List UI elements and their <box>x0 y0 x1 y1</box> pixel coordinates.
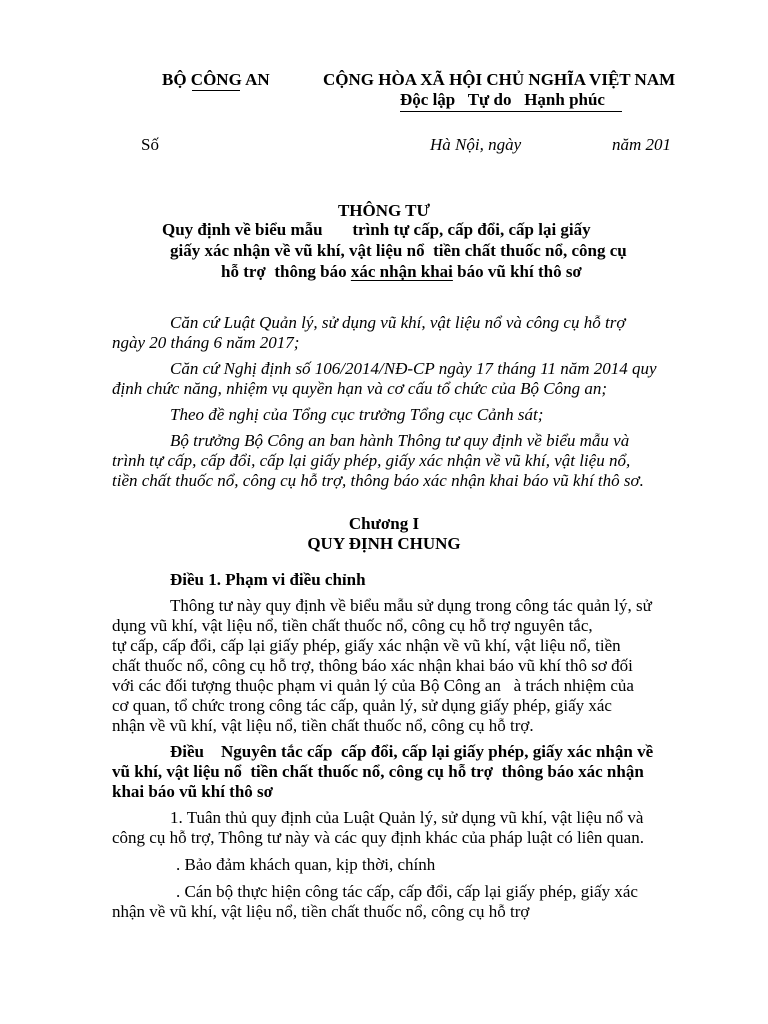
article-1-line: tự cấp, cấp đổi, cấp lại giấy phép, giấy xác nhận về vũ khí, vật liệu nổ, tiền <box>112 636 621 655</box>
article-2-item-3-line-1: . Cán bộ thực hiện công tác cấp, cấp đổi, cấp lại giấy phép, giấy xác <box>176 882 638 901</box>
article-2-heading-line-3: khai báo vũ khí thô sơ <box>112 782 274 801</box>
preamble-2-line-2: định chức năng, nhiệm vụ quyền hạn và cơ cấu tổ chức của Bộ Công an; <box>112 379 607 398</box>
preamble-4-line-3: tiền chất thuốc nổ, công cụ hỗ trợ, thông báo xác nhận khai báo vũ khí thô sơ. <box>112 471 644 490</box>
national-motto: Độc lập Tự do Hạnh phúc <box>400 90 605 109</box>
article-2-item-3-line-2: nhận về vũ khí, vật liệu nổ, tiền chất thuốc nổ, công cụ hỗ trợ <box>112 902 530 921</box>
article-1-line: chất thuốc nổ, công cụ hỗ trợ, thông báo xác nhận khai báo vũ khí thô sơ đối <box>112 656 633 675</box>
chapter-label: Chương I <box>348 514 420 533</box>
republic-name: CỘNG HÒA XÃ HỘI CHỦ NGHĨA VIỆT NAM <box>323 70 676 89</box>
place-date: Hà Nội, ngày <box>430 135 522 154</box>
ministry-name: BỘ CÔNG AN <box>162 70 270 89</box>
document-type: THÔNG TƯ <box>337 201 431 220</box>
title-line-3: hỗ trợ thông báo xác nhận khai báo vũ khí thô sơ <box>221 262 582 281</box>
preamble-2-line-1: Căn cứ Nghị định số 106/2014/NĐ-CP ngày 17 tháng 11 năm 2014 quy <box>170 359 657 378</box>
ministry-underline <box>192 90 240 91</box>
article-1-line: Thông tư này quy định về biểu mẫu sử dụng trong công tác quản lý, sử <box>170 596 652 615</box>
article-1-line: với các đối tượng thuộc phạm vi quản lý của Bộ Công an à trách nhiệm của <box>112 676 634 695</box>
motto-underline <box>400 111 622 112</box>
article-1-line: nhận về vũ khí, vật liệu nổ, tiền chất thuốc nổ, công cụ hỗ trợ. <box>112 716 534 735</box>
article-2-item-2: . Bảo đảm khách quan, kịp thời, chính <box>176 855 436 874</box>
preamble-1-line-1: Căn cứ Luật Quản lý, sử dụng vũ khí, vật liệu nổ và công cụ hỗ trợ <box>170 313 626 332</box>
article-2-item-1-line-2: công cụ hỗ trợ, Thông tư này và các quy định khác của pháp luật có liên quan. <box>112 828 644 847</box>
article-2-item-1-line-1: 1. Tuân thủ quy định của Luật Quản lý, sử dụng vũ khí, vật liệu nổ và <box>170 808 644 827</box>
article-2-heading-line-2: vũ khí, vật liệu nổ tiền chất thuốc nổ, công cụ hỗ trợ thông báo xác nhận <box>112 762 644 781</box>
issue-year: năm 201 <box>612 135 672 154</box>
chapter-title: QUY ĐỊNH CHUNG <box>307 534 461 553</box>
preamble-3: Theo đề nghị của Tổng cục trưởng Tổng cục Cảnh sát; <box>170 405 544 424</box>
article-1-line: dụng vũ khí, vật liệu nổ, tiền chất thuốc nổ, công cụ hỗ trợ nguyên tắc, <box>112 616 593 635</box>
preamble-4-line-1: Bộ trưởng Bộ Công an ban hành Thông tư quy định về biểu mẫu và <box>170 431 630 450</box>
title-line-1: Quy định về biểu mẫu trình tự cấp, cấp đổi, cấp lại giấy <box>162 220 591 239</box>
article-1-heading: Điều 1. Phạm vi điều chỉnh <box>170 570 366 589</box>
document-number: Số <box>141 135 159 154</box>
article-1-line: cơ quan, tổ chức trong công tác cấp, quản lý, sử dụng giấy phép, giấy xác <box>112 696 612 715</box>
preamble-1-line-2: ngày 20 tháng 6 năm 2017; <box>112 333 300 352</box>
article-2-heading-line-1: Điều Nguyên tắc cấp cấp đổi, cấp lại giấy phép, giấy xác nhận về <box>170 742 654 761</box>
title-line-2: giấy xác nhận về vũ khí, vật liệu nổ tiền chất thuốc nổ, công cụ <box>170 241 627 260</box>
preamble-4-line-2: trình tự cấp, cấp đổi, cấp lại giấy phép, giấy xác nhận về vũ khí, vật liệu nổ, <box>112 451 631 470</box>
